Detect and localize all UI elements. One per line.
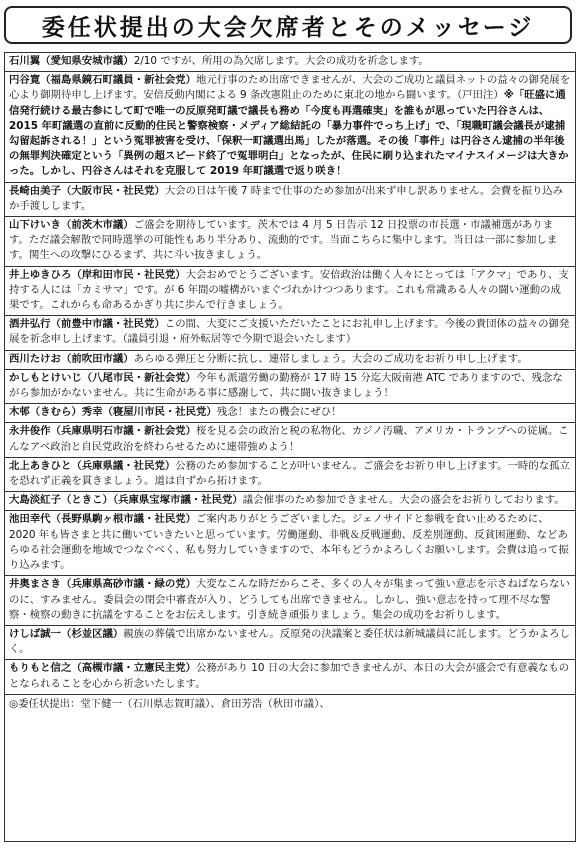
message-text: 大変なこんな時だからこそ、多くの人々が集まって強い意志を示さねばならないのに、すみません。委員会の閉会中審査が入り、どうしても出席できません。しかし、強い意志を持って理不尽な警察・検察の動きに抗議をすることをお伝えします。引き続き頑張りましょう。集会の成功をお祈りします。 xyxy=(9,578,570,621)
list-item xyxy=(5,625,575,659)
list-item xyxy=(5,422,575,456)
message-text: 桜を見る会の政治と税の私物化、カジノ汚職、アメリカ・トランプへの従属。こんなアベ政治と自民党政治を終わらせるために連帯強めよう！ xyxy=(9,425,569,453)
message-text: 2/10 ですが、所用の為欠席します。大会の成功を祈念します。 xyxy=(133,55,429,67)
member-name: かしもとけいじ（八尾市民・新社会党） xyxy=(9,371,197,384)
message-text: 公務のため参加することが叶いません。ご盛会をお祈り申し上げます。一時的な孤立を恐れず正義を貫きましょう。道は自ずから拓けます。 xyxy=(9,459,570,488)
member-name: 酒井弘行（前豊中市議・社民党） xyxy=(9,318,165,331)
member-name: 木邨（きむら）秀幸（寝屋川市民・社民党） xyxy=(9,406,217,419)
message-text: 地元行事のため出席できませんが、大会のご成功と議員ネットの益々の御発展を心より御期待申し上げます。安倍反動内閣による 9 条改憲阻止のために東北の地から闘います。（戸田注） xyxy=(9,74,571,102)
message-text: ご盛会を期待しています。茨木では 4 月 5 日告示 12 日投票の市長選・市議補選があります。ただ議会解散で同時選挙の可能性もあり半分あり、流動的です。当面こちらに集中します。当日は一部に参加します。関生への攻撃にひるまず、共に斗い抜きましょう。 xyxy=(9,219,558,262)
title-box xyxy=(4,6,572,44)
message-text: 議会催事のため参加できません。大会の盛会をお祈りしております。 xyxy=(242,494,565,507)
message-text: 大会おめでとうございます。安倍政治は働く人々にとっては「アクマ」であり、支持する人には「カミサマ」です。が 6 年間の嘘構がいまぐづれかけつつあります。これも常識ある人々の闘い運動の成果です。これからも命あるかぎり共に歩んで行きましょう。 xyxy=(9,268,569,312)
member-name: 池田幸代（長野県駒ヶ根市議・社民党） xyxy=(9,513,197,526)
message-text: ご案内ありがとうございました。ジェノサイドと参戦を食い止めるために、2020 年も皆さまと共に働いていきたいと思っています。労働運動、非戦＆反戦運動、反差別運動、反貧困運動、などあらゆる社会運動を地域でつなぐべく、私も努力していきますので、本年もどうかよろしくお願いします。会費は追って振り込みます。 xyxy=(9,513,569,572)
member-name: もりもと信之（高槻市議・立憲民主党） xyxy=(9,662,197,675)
editor-note: ※「旺盛に通信発行続ける最古参にして町で唯一の反原発町議で議長も務め「今度も再選確実」を誰もが思っていた円谷さんは、2015 年町議選の直前に反動的住民と警察検察・メディア総結託の「暴力事件でっち上げ」で、「現職町議会議長が逮捕勾留起訴される！」という冤罪被害を受け、「保釈一町議選出馬」したが落選。その後「事件」は円谷さん逮捕の半年後の無罪判決確定という「異例の超スピード終了で冤罪明白」となったが、住民に刷り込まれたマイナスイメージは大きかった。しかし、円谷さんはそれを克服して 2019 年町議選で返り咲き！ xyxy=(9,89,569,178)
list-item xyxy=(5,71,575,181)
member-name: 井上ゆきひろ（岸和田市民・社民党） xyxy=(9,268,186,281)
member-name: 永井俊作（兵庫県明石市議・新社会党） xyxy=(9,425,197,438)
list-item xyxy=(5,403,575,422)
list-item xyxy=(5,182,575,216)
list-item xyxy=(5,369,575,403)
list-item xyxy=(5,216,575,266)
member-name: けしば誠一（杉並区議） xyxy=(9,627,124,640)
message-list xyxy=(4,52,576,842)
list-item xyxy=(5,491,575,510)
page-title: 委任状提出の大会欠席者とそのメッセージ xyxy=(41,13,535,41)
list-item xyxy=(5,457,575,491)
list-item xyxy=(5,575,575,625)
message-text: あらゆる弾圧と分断に抗し、連帯しましょう。大会のご成功をお祈り申し上げます。 xyxy=(133,352,528,365)
message-text: 今年も派遣労働の勤務が 17 時 15 分迄大阪南港 ATC でありますので、残念ながら参加がかないません。共に生命がある事に感謝して、共に闘い抜きましょう！ xyxy=(9,371,563,400)
member-name: 北上あきひと（兵庫県議・社民党） xyxy=(9,459,176,472)
list-item xyxy=(5,315,575,349)
list-item xyxy=(5,659,575,693)
message-text: この間、大変にご支援いただいたことにお礼申し上げます。今後の貴団体の益々の御発展を祈念申し上げます。（議員引退・府外転居等で今期で退会いたします） xyxy=(9,318,570,346)
message-text: 親族の葬儀で出席かないません。反原発の決議案と委任状は新城議員に託します。どうかよろしく。 xyxy=(9,627,570,656)
message-text: 大会の日は午後 7 時まで仕事のため参加が出来ず申し訳ありません。会費を振り込みか手渡しします。 xyxy=(9,184,564,212)
list-item xyxy=(5,510,575,575)
member-name: 山下けいき（前茨木市議） xyxy=(9,219,134,232)
list-item xyxy=(5,350,575,369)
proxy-submitters: ◎委任状提出：堂下健一（石川県志賀町議）、倉田芳浩（秋田市議）、 xyxy=(5,694,575,714)
member-name: 長崎由美子（大阪市民・社民党） xyxy=(9,184,165,197)
list-item xyxy=(5,52,575,71)
member-name: 大島淡紅子（ときこ）（兵庫県宝塚市議・社民党） xyxy=(9,494,243,507)
member-name: 井奥まさき（兵庫県高砂市議・緑の党） xyxy=(9,578,197,591)
list-item xyxy=(5,266,575,316)
message-text: 残念！またの機会にぜひ！ xyxy=(216,406,342,419)
member-name: 円谷寛（福島県鏡石町議員・新社会党） xyxy=(9,74,197,87)
message-text: 公務があり 10 日の大会に参加できませんが、本日の大会が盛会で有意義なものとなられることを心から祈念いたします。 xyxy=(9,662,570,690)
member-name: 石川翼（愛知県安城市議） xyxy=(9,55,134,67)
member-name: 西川たけお（前吹田市議） xyxy=(9,352,134,365)
